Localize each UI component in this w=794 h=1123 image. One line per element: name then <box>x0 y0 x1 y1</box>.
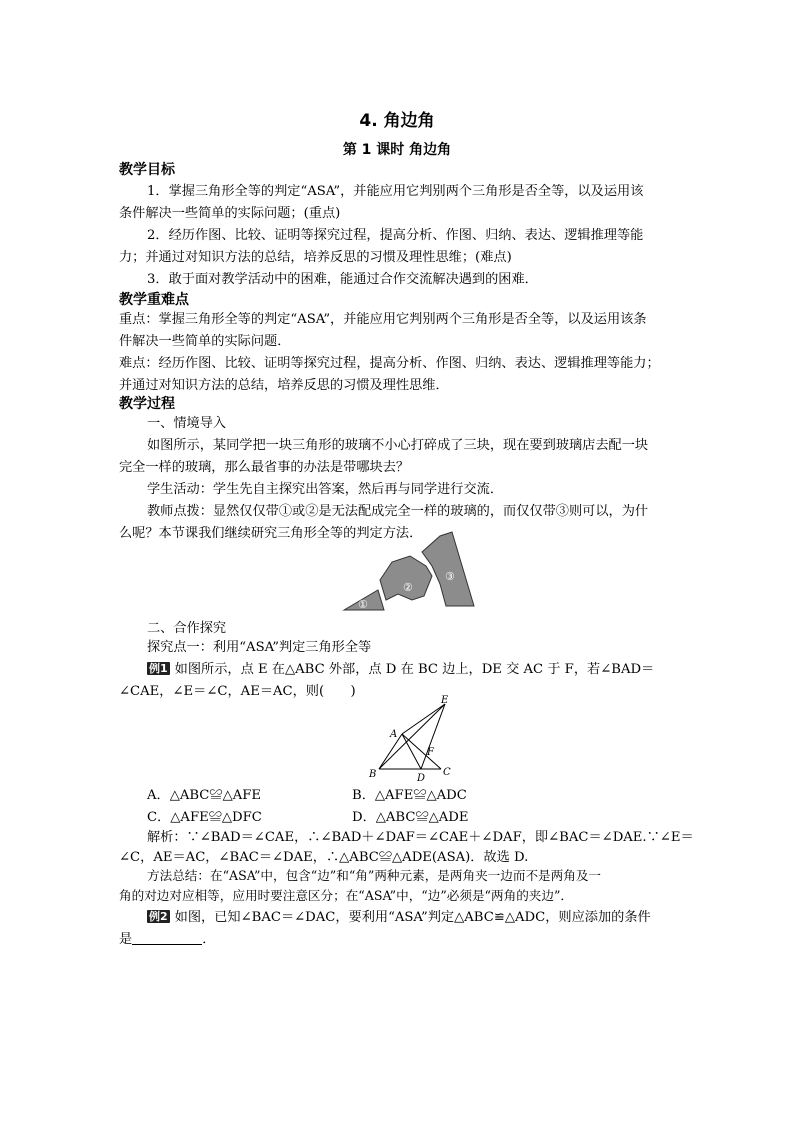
intro-heading: 一、情境导入 <box>147 416 227 431</box>
difficulty-line-2: 并通过对知识方法的总结，培养反思的习惯及理性思维． <box>119 378 449 393</box>
glass-label-2: ② <box>403 581 413 594</box>
method-summary-line-1: 方法总结：在“ASA”中，包含“边”和“角”两种元素，是两角夹一边而不是两角及一 <box>147 868 602 883</box>
intro-para-1-line-2: 完全一样的玻璃，那么最省事的办法是带哪块去？ <box>119 460 410 475</box>
goal-1-line-2: 条件解决一些简单的实际问题；(重点) <box>119 206 341 221</box>
intro-para-3-line-2: 么呢？本节课我们继续研究三角形全等的判定方法． <box>119 526 423 541</box>
goal-2-line-2: 力；并通过对知识方法的总结，培养反思的习惯及理性思维；(难点) <box>119 250 512 265</box>
goal-2-line-1: 2．经历作图、比较、证明等探究过程，提高分析、作图、归纳、表达、逻辑推理等能 <box>147 228 644 243</box>
goal-3-line: 3．敢于面对教学活动中的困难，能通过合作交流解决遇到的困难． <box>147 272 538 287</box>
example-1-question-line-1 <box>147 661 654 679</box>
option-D: D．△ABC≌△ADE <box>352 810 469 825</box>
solution-line-1: 解析：∵∠BAD＝∠CAE，∴∠BAD＋∠DAF＝∠CAE＋∠DAF，即∠BAC＝∠DAE.∵∠E＝ <box>147 830 694 845</box>
intro-para-3-line-1: 教师点拨：显然仅仅带①或②是无法配成完全一样的玻璃的，而仅仅带③则可以，为什 <box>147 504 649 519</box>
answer-blank[interactable] <box>132 932 202 945</box>
page-subtitle: 第 1 课时 角边角 <box>342 142 452 158</box>
glass-label-1: ① <box>358 598 368 611</box>
key-point-line-2: 件解决一些简单的实际问题． <box>119 334 291 349</box>
glass-label-3: ③ <box>445 570 455 583</box>
glass-piece-3 <box>422 532 474 606</box>
triangle-figure <box>365 695 465 783</box>
point-B-label: B <box>369 769 377 780</box>
key-point-line-1: 重点：掌握三角形全等的判定“ASA”，并能应用它判别两个三角形是否全等，以及运用该条 <box>119 312 647 327</box>
option-C: C．△AFE≌△DFC <box>147 810 262 825</box>
example-1-badge: 例1 <box>149 662 168 675</box>
goal-1-line-1: 1．掌握三角形全等的判定“ASA”，并能应用它判别两个三角形是否全等，以及运用该 <box>147 184 644 199</box>
point-D-label: D <box>417 773 426 783</box>
broken-glass-figure <box>340 530 480 615</box>
example-2-badge: 例2 <box>149 910 168 923</box>
explore-heading: 二、合作探究 <box>147 621 227 636</box>
option-A: A．△ABC≌△AFE <box>147 788 262 803</box>
method-summary-line-2: 角的对边对应相等，应用时要注意区分；在“ASA”中，“边”必须是“两角的夹边”． <box>119 888 574 903</box>
point-F-label: F <box>427 747 434 758</box>
example-2-question-line-1 <box>147 909 651 927</box>
option-B: B．△AFE≌△ADC <box>352 788 467 803</box>
section-key-heading: 教学重难点 <box>119 292 189 308</box>
page-title: 4. 角边角 <box>359 111 435 131</box>
example-1-question-line-2: ∠CAE，∠E＝∠C，AE＝AC，则( ) <box>119 684 356 699</box>
example-2-question-tail: 是 <box>119 932 133 947</box>
section-goals-heading: 教学目标 <box>119 162 175 178</box>
example-2-question-line-2: 是 ． <box>119 932 216 947</box>
explore-point-1: 探究点一：利用“ASA”判定三角形全等 <box>147 640 372 655</box>
example-1-question-text: 如图所示，点 E 在△ABC 外部，点 D 在 BC 边上，DE 交 AC 于 F，若∠BAD＝ <box>174 662 655 677</box>
intro-para-2: 学生活动：学生先自主探究出答案，然后再与同学进行交流． <box>147 482 504 497</box>
solution-line-2: ∠C，AE＝AC，∠BAC＝∠DAE，∴△ABC≌△ADE(ASA)．故选 D. <box>119 850 529 865</box>
section-process-heading: 教学过程 <box>119 396 175 412</box>
point-E-label: E <box>441 695 449 706</box>
intro-para-1-line-1: 如图所示，某同学把一块三角形的玻璃不小心打碎成了三块，现在要到玻璃店去配一块 <box>147 438 649 453</box>
point-C-label: C <box>443 767 451 778</box>
point-A-label: A <box>390 729 398 740</box>
example-2-question-text: 如图，已知∠BAC＝∠DAC，要利用“ASA”判定△ABC≌△ADC，则应添加的条件 <box>174 910 651 925</box>
difficulty-line-1: 难点：经历作图、比较、证明等探究过程，提高分析、作图、归纳、表达、逻辑推理等能力； <box>119 356 660 371</box>
